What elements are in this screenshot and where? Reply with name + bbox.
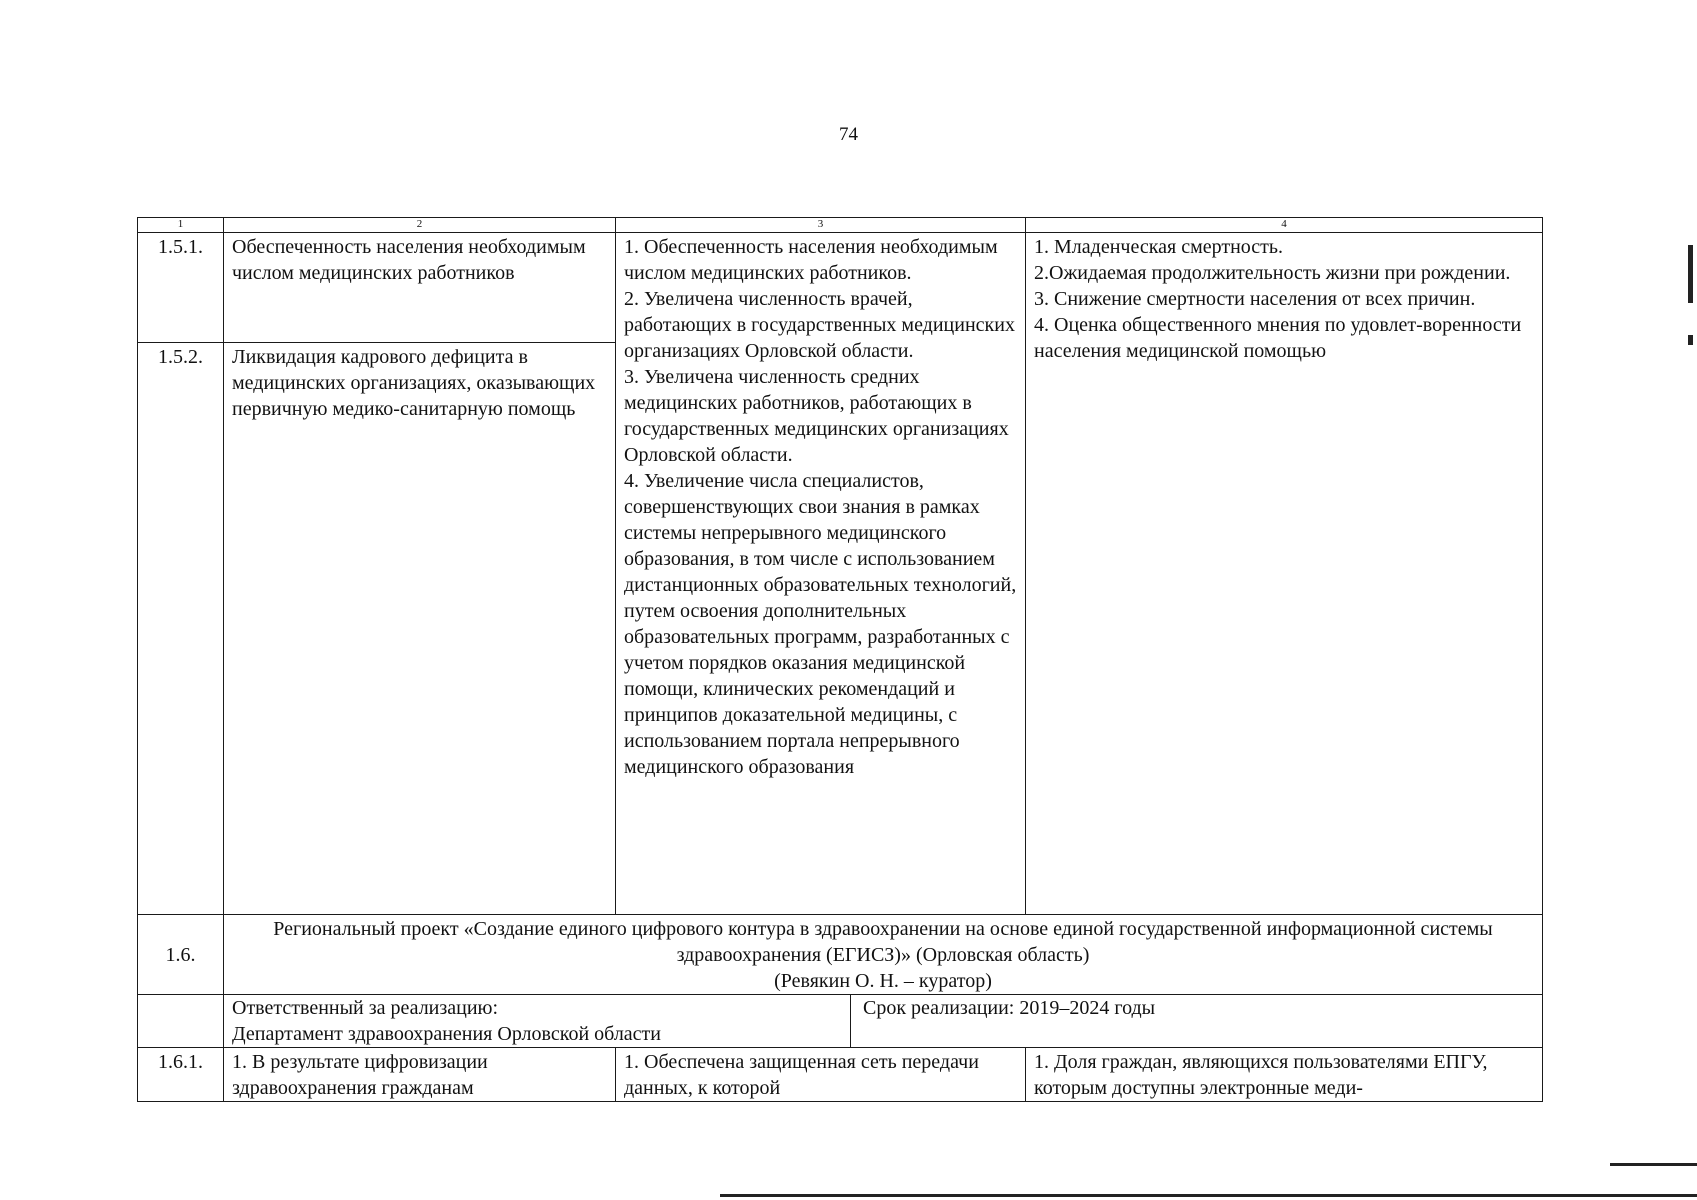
empty-number-cell bbox=[138, 995, 224, 1048]
task-cell: Ликвидация кадрового дефицита в медицинских организациях, оказывающих первичную медико-санитарную помощь bbox=[224, 343, 616, 915]
term-block bbox=[851, 995, 1542, 1047]
result-item: 2. Увеличена численность врачей, работающих в государственных медицинских организациях Орловской области. bbox=[624, 288, 1015, 362]
indicator-item: 3. Снижение смертности населения от всех причин. bbox=[1034, 288, 1476, 310]
scan-edge-mark bbox=[1688, 335, 1693, 345]
column-header-3: 3 bbox=[616, 218, 1026, 233]
table-row-1-6-meta bbox=[138, 995, 1543, 1048]
task-cell: 1. В результате цифровизации здравоохранения гражданам bbox=[224, 1048, 616, 1102]
row-number: 1.6. bbox=[138, 915, 224, 995]
result-item: 3. Увеличена численность средних медицинских работников, работающих в государственных медицинских организациях Орловской области. bbox=[624, 366, 1009, 466]
page-number: 74 bbox=[839, 124, 858, 145]
project-table bbox=[137, 217, 1543, 1102]
project-title-cell bbox=[224, 915, 1543, 995]
indicator-item: 2.Ожидаемая продолжительность жизни при рождении. bbox=[1034, 262, 1511, 284]
column-header-row bbox=[138, 218, 1543, 233]
row-number: 1.5.2. bbox=[138, 343, 224, 915]
result-item: 1. Обеспеченность населения необходимым числом медицинских работников. bbox=[624, 236, 998, 284]
responsible-label: Ответственный за реализацию: bbox=[232, 997, 499, 1019]
scan-bottom-mark bbox=[720, 1194, 1697, 1197]
table-row-1-5-1 bbox=[138, 233, 1543, 343]
implementation-term: Срок реализации: 2019–2024 годы bbox=[863, 997, 1156, 1019]
indicator-item: 4. Оценка общественного мнения по удовлет-воренности населения медицинской помощью bbox=[1034, 314, 1522, 362]
indicators-cell bbox=[1026, 233, 1543, 915]
result-cell: 1. Обеспечена защищенная сеть передачи данных, к которой bbox=[616, 1048, 1026, 1102]
column-header-4: 4 bbox=[1026, 218, 1543, 233]
scan-edge-mark bbox=[1688, 245, 1693, 303]
table-row-1-6-1 bbox=[138, 1048, 1543, 1102]
column-header-1: 1 bbox=[138, 218, 224, 233]
row-number: 1.5.1. bbox=[138, 233, 224, 343]
project-curator: (Ревякин О. Н. – куратор) bbox=[774, 970, 992, 992]
results-cell bbox=[616, 233, 1026, 915]
task-cell: Обеспеченность населения необходимым числом медицинских работников bbox=[224, 233, 616, 343]
project-title: Региональный проект «Создание единого цифрового контура в здравоохранении на основе единой государственной информационной системы здравоохранения (ЕГИСЗ)» (Орловская область) bbox=[273, 918, 1493, 966]
indicator-item: 1. Младенческая смертность. bbox=[1034, 236, 1284, 258]
responsible-block bbox=[224, 995, 851, 1047]
result-item: 4. Увеличение числа специалистов, совершенствующих свои знания в рамках системы непрерывного медицинского образования, в том числе с использованием дистанционных образовательных технологий, путем освоения дополнительных образовательных программ, разработанных с учетом порядков оказания медицинской помощи, клинических рекомендаций и принципов доказательной медицины, с использованием портала непрерывного медицинского образования bbox=[624, 470, 1017, 778]
column-header-2: 2 bbox=[224, 218, 616, 233]
responsible-value: Департамент здравоохранения Орловской области bbox=[232, 1023, 662, 1045]
indicator-cell: 1. Доля граждан, являющихся пользователями ЕПГУ, которым доступны электронные меди- bbox=[1026, 1048, 1543, 1102]
row-number: 1.6.1. bbox=[138, 1048, 224, 1102]
scan-bottom-mark bbox=[1610, 1163, 1697, 1166]
project-meta-cell bbox=[224, 995, 1543, 1048]
table-row-1-6 bbox=[138, 915, 1543, 995]
